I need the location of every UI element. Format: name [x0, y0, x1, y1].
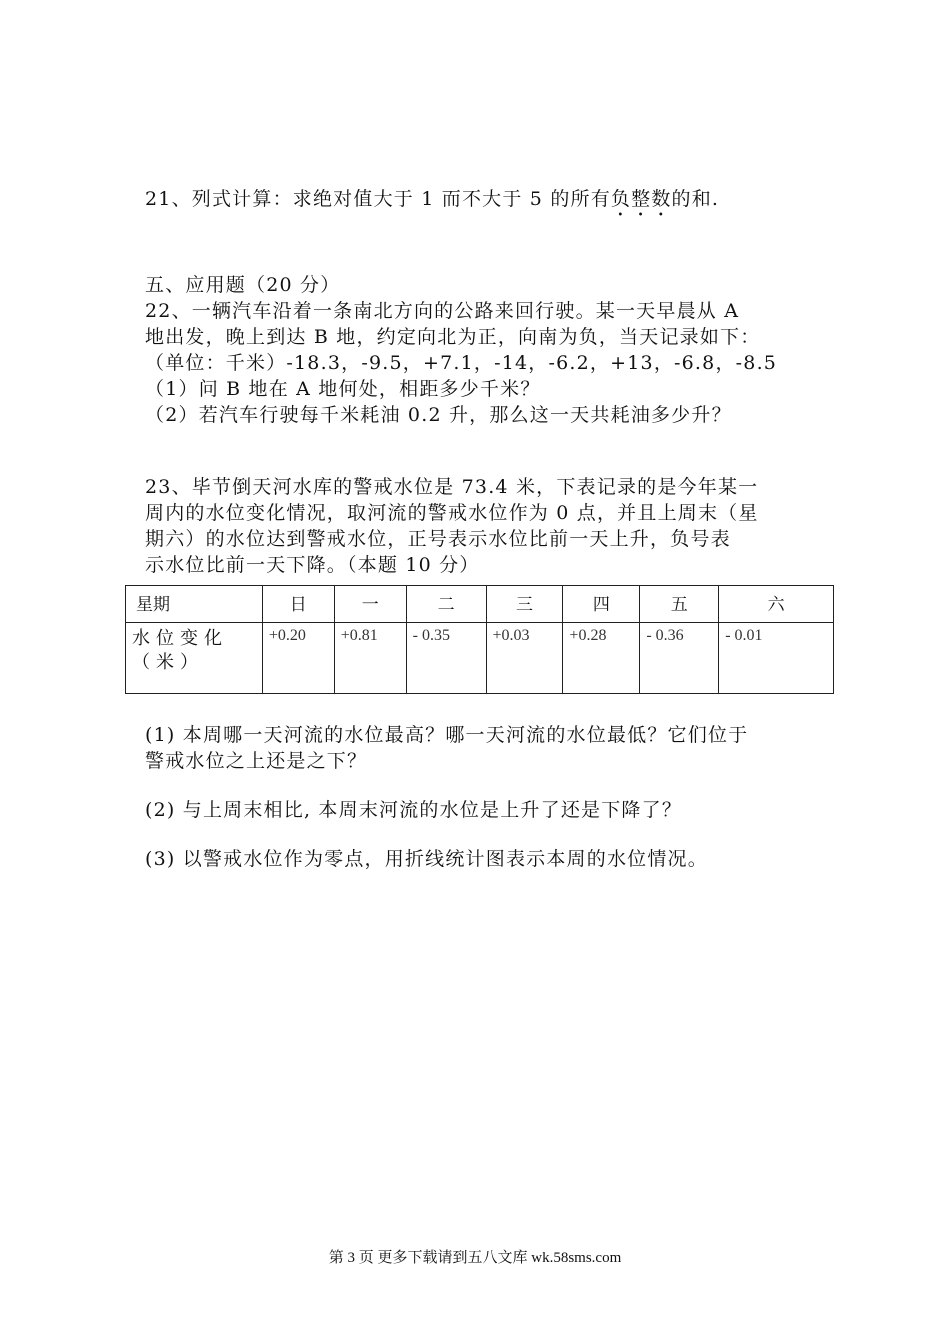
change-cell: - 0.36	[640, 623, 719, 694]
q22-sub2: （2）若汽车行驶每千米耗油 0.2 升，那么这一天共耗油多少升？	[145, 404, 732, 426]
water-change-label: 水位变化（米）	[126, 623, 263, 694]
day-cell: 一	[334, 586, 406, 623]
q23-line1: 23、毕节倒天河水库的警戒水位是 73.4 米，下表记录的是今年某一	[145, 476, 759, 498]
day-cell: 三	[486, 586, 563, 623]
q21-emphasis: 负整数	[610, 188, 672, 210]
question-21	[145, 186, 719, 221]
q23-line4: 示水位比前一天下降。（本题 10 分）	[145, 554, 480, 576]
day-cell: 四	[563, 586, 640, 623]
table-header-row	[126, 586, 834, 623]
q23-sub3: (3) 以警戒水位作为零点，用折线统计图表示本周的水位情况。	[145, 848, 708, 870]
q22-line1: 22、一辆汽车沿着一条南北方向的公路来回行驶。某一天早晨从 A	[145, 300, 740, 322]
q23-sub1-line2: 警戒水位之上还是之下？	[145, 750, 368, 772]
section-title: 五、应用题（20 分）	[145, 274, 341, 296]
q22-sub1: （1）问 B 地在 A 地何处，相距多少千米？	[145, 378, 541, 400]
table-value-row	[126, 623, 834, 694]
q23-sub1-line1: (1) 本周哪一天河流的水位最高？哪一天河流的水位最低？它们位于	[145, 724, 749, 746]
q23-line2: 周内的水位变化情况，取河流的警戒水位作为 0 点，并且上周末（星	[145, 502, 759, 524]
q22-line3: （单位：千米）-18.3，-9.5，+7.1，-14，-6.2，+13，-6.8，-8.5	[145, 352, 778, 374]
q22-line2: 地出发，晚上到达 B 地，约定向北为正，向南为负，当天记录如下：	[145, 326, 761, 348]
day-cell: 五	[640, 586, 719, 623]
change-cell: +0.20	[262, 623, 334, 694]
weekday-label: 星期	[126, 586, 263, 623]
day-cell: 日	[262, 586, 334, 623]
q21-text: 21、列式计算：求绝对值大于 1 而不大于 5 的所有	[145, 188, 611, 210]
q23-sub2: (2) 与上周末相比, 本周末河流的水位是上升了还是下降了？	[145, 799, 683, 821]
change-cell: +0.28	[563, 623, 640, 694]
page-footer: 第 3 页 更多下载请到五八文库 wk.58sms.com	[328, 1250, 622, 1266]
change-cell: +0.81	[334, 623, 406, 694]
change-cell: +0.03	[486, 623, 563, 694]
day-cell: 六	[719, 586, 834, 623]
change-cell: - 0.35	[406, 623, 486, 694]
q21-text-end: 的和.	[671, 188, 720, 210]
water-level-table	[125, 585, 834, 694]
day-cell: 二	[406, 586, 486, 623]
q23-line3: 期六）的水位达到警戒水位，正号表示水位比前一天上升，负号表	[145, 528, 731, 550]
change-cell: - 0.01	[719, 623, 834, 694]
